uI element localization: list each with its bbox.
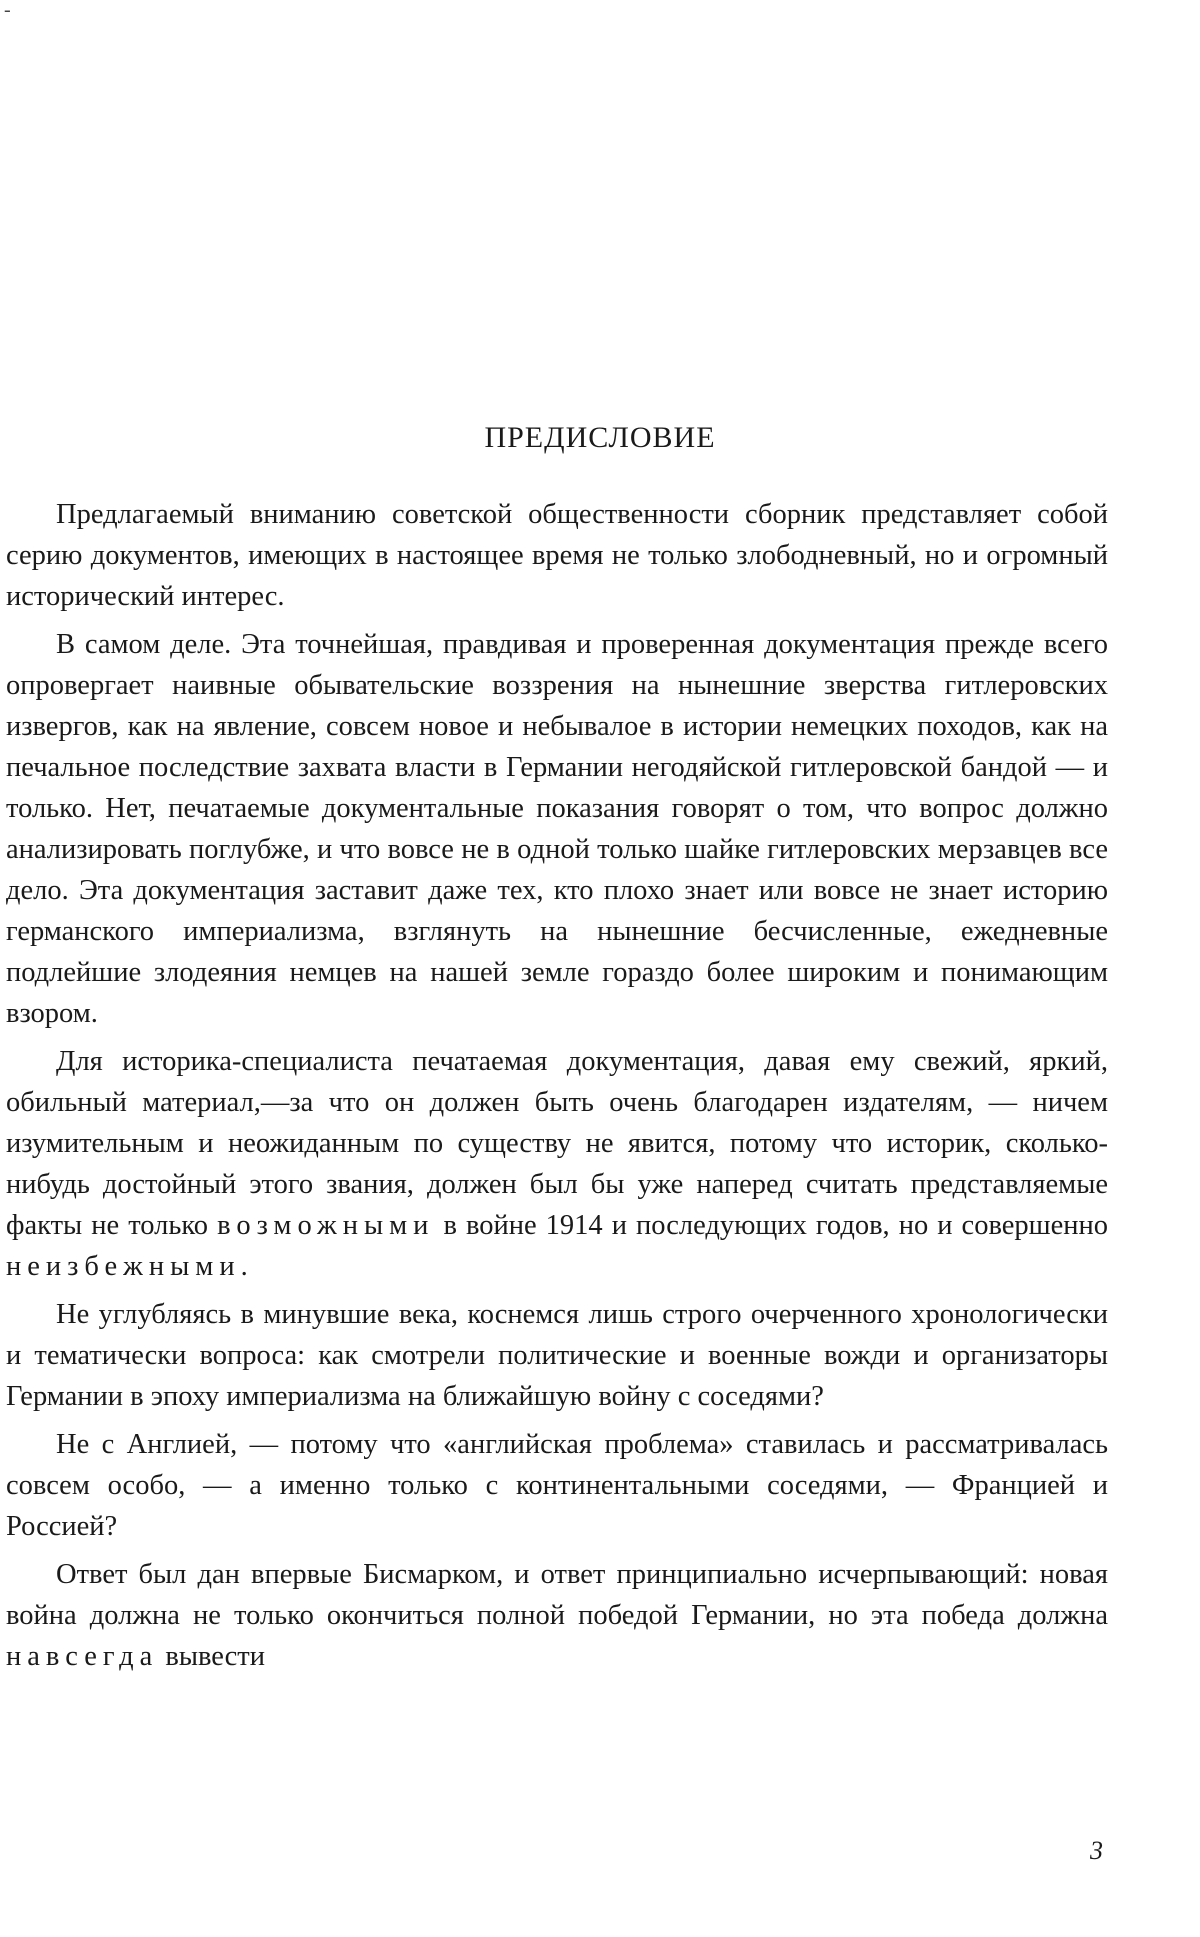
paragraph-6-emphasis-forever: навсегда — [6, 1641, 159, 1672]
paragraph-3-emphasis-possible: возможными — [217, 1210, 435, 1241]
paragraph-5: Не с Англией, — потому что «английская проблема» ставилась и рассматривалась совсем особо, — а именно только с континентальными соседями, — Францией и Россией? — [6, 1429, 1108, 1542]
paragraph-3-part-a: Для историка-специалиста печатаемая документация, давая ему свежий, яркий, обильный материал,—за что он должен быть очень благодарен издателям, — ничем изумительным и неожиданным по существу не явится, потому что историк, сколько-нибудь достойный этого звания, должен был бы уже наперед считать представляемые факты не только — [6, 1046, 1108, 1241]
page-title: ПРЕДИСЛОВИЕ — [484, 421, 716, 454]
corner-mark: - — [4, 0, 11, 21]
paragraph-3-part-b: в войне 1914 и последующих годов, но и совершенно — [434, 1210, 1108, 1241]
body-text — [6, 494, 1108, 1684]
paragraph-2: В самом деле. Эта точнейшая, правдивая и проверенная документация прежде всего опровергает наивные обывательские воззрения на нынешние зверства гитлеровских извергов, как на явление, совсем новое и небывалое в истории немецких походов, как на печальное последствие захвата власти в Германии негодяйской гитлеровской бандой — и только. Нет, печатаемые документальные показания говорят о том, что вопрос должно анализировать поглубже, и что вовсе не в одной только шайке гитлеровских мерзавцев все дело. Эта документация заставит даже тех, кто плохо знает или вовсе не знает историю германского империализма, взглянуть на нынешние бесчисленные, ежедневные подлейшие злодеяния немцев на нашей земле гораздо более широким и понимающим взором. — [6, 629, 1108, 1029]
paragraph-1: Предлагаемый вниманию советской общественности сборник представляет собой серию документов, имеющих в настоящее время не только злободневный, но и огромный исторический интерес. — [6, 499, 1108, 612]
paragraph-3 — [6, 1041, 1108, 1287]
paragraph-3-emphasis-inevitable: неизбежными — [6, 1251, 241, 1282]
paragraph-6 — [6, 1554, 1108, 1677]
paragraph-6-part-b: вывести — [158, 1641, 266, 1672]
paragraph-6-part-a: Ответ был дан впервые Бисмарком, и ответ принципиально исчерпывающий: новая война должна не только окончиться полной победой Германии, но эта победа должна — [6, 1559, 1108, 1631]
paragraph-4: Не углубляясь в минувшие века, коснемся лишь строго очерченного хронологически и тематически вопроса: как смотрели политические и военные вожди и организаторы Германии в эпоху империализма на ближайшую войну с соседями? — [6, 1299, 1108, 1412]
page-number: 3 — [1090, 1836, 1103, 1865]
paragraph-3-part-c: . — [240, 1251, 248, 1282]
